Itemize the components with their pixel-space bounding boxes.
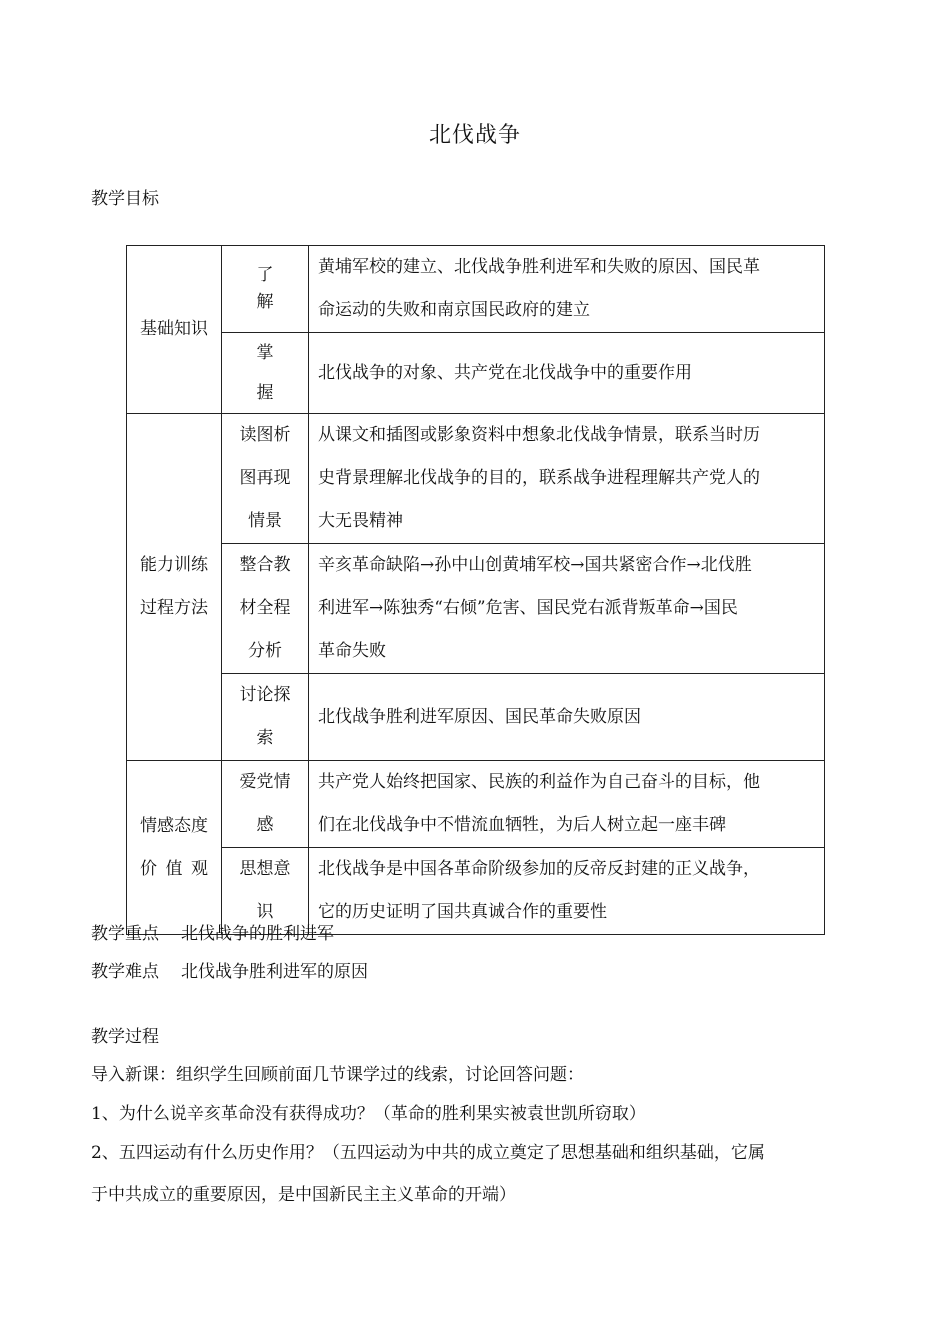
subcategory-line: 图再现 bbox=[239, 468, 291, 488]
subcategory-cell bbox=[222, 414, 309, 544]
subcategory-line: 解 bbox=[256, 292, 274, 312]
process-heading: 教学过程 bbox=[91, 1027, 159, 1047]
subcategory-line: 识 bbox=[256, 902, 274, 922]
content-line: 北伐战争是中国各革命阶级参加的反帝反封建的正义战争， bbox=[318, 859, 760, 879]
subcategory-line: 思想意 bbox=[239, 859, 291, 879]
subcategory-line: 了 bbox=[256, 265, 274, 285]
content-cell bbox=[309, 544, 825, 674]
content-line: 们在北伐战争中不惜流血牺牲，为后人树立起一座丰碑 bbox=[318, 815, 726, 835]
content-cell bbox=[309, 333, 825, 414]
category-label: 情感态度 bbox=[140, 815, 208, 836]
content-line: 黄埔军校的建立、北伐战争胜利进军和失败的原因、国民革 bbox=[318, 257, 760, 277]
content-line: 命运动的失败和南京国民政府的建立 bbox=[318, 300, 590, 320]
subcategory-line: 整合教 bbox=[239, 555, 291, 575]
subcategory-cell bbox=[222, 544, 309, 674]
category-label: 价值观 bbox=[140, 858, 217, 879]
content-line: 辛亥革命缺陷→孙中山创黄埔军校→国共紧密合作→北伐胜 bbox=[318, 555, 752, 575]
subcategory-line: 材全程 bbox=[239, 598, 291, 618]
content-cell bbox=[309, 761, 825, 848]
difficulty-text: 北伐战争胜利进军的原因 bbox=[181, 962, 368, 982]
content-line: 利进军→陈独秀“右倾”危害、国民党右派背叛革命→国民 bbox=[318, 598, 738, 618]
question-2-line-1: 2、五四运动有什么历史作用？（五四运动为中共的成立奠定了思想基础和组织基础，它属 bbox=[91, 1143, 765, 1163]
content-line: 从课文和插图或影象资料中想象北伐战争情景，联系当时历 bbox=[318, 425, 760, 445]
key-point bbox=[91, 922, 334, 946]
difficulty bbox=[91, 960, 368, 984]
key-point-label: 教学重点 bbox=[91, 924, 159, 944]
content-cell bbox=[309, 414, 825, 544]
category-label: 能力训练 bbox=[140, 555, 208, 575]
subcategory-line: 爱党情 bbox=[239, 772, 291, 792]
content-line: 它的历史证明了国共真诚合作的重要性 bbox=[318, 902, 607, 922]
goals-heading: 教学目标 bbox=[91, 189, 159, 209]
category-cell bbox=[127, 246, 222, 414]
key-point-text: 北伐战争的胜利进军 bbox=[181, 924, 334, 944]
subcategory-line: 索 bbox=[256, 728, 274, 748]
content-line: 大无畏精神 bbox=[318, 511, 403, 531]
subcategory-line: 读图析 bbox=[239, 425, 291, 445]
content-line: 北伐战争的对象、共产党在北伐战争中的重要作用 bbox=[318, 362, 692, 383]
content-cell bbox=[309, 674, 825, 761]
subcategory-line: 情景 bbox=[248, 511, 282, 531]
content-line: 革命失败 bbox=[318, 641, 386, 661]
category-cell bbox=[127, 761, 222, 935]
subcategory-line: 讨论探 bbox=[239, 685, 291, 705]
subcategory-cell bbox=[222, 246, 309, 333]
subcategory-line: 分析 bbox=[248, 641, 282, 661]
subcategory-line: 掌 bbox=[256, 343, 274, 363]
category-label: 基础知识 bbox=[140, 319, 208, 339]
question-2-line-2: 于中共成立的重要原因，是中国新民主主义革命的开端） bbox=[91, 1185, 516, 1205]
category-cell bbox=[127, 414, 222, 761]
content-cell bbox=[309, 246, 825, 333]
category-label: 过程方法 bbox=[140, 598, 208, 618]
page-title: 北伐战争 bbox=[428, 123, 521, 148]
content-cell bbox=[309, 848, 825, 935]
subcategory-cell bbox=[222, 674, 309, 761]
content-line: 史背景理解北伐战争的目的，联系战争进程理解共产党人的 bbox=[318, 468, 760, 488]
content-line: 共产党人始终把国家、民族的利益作为自己奋斗的目标，他 bbox=[318, 772, 760, 792]
question-1: 1、为什么说辛亥革命没有获得成功？（革命的胜利果实被袁世凯所窃取） bbox=[91, 1104, 646, 1124]
intro-paragraph: 导入新课：组织学生回顾前面几节课学过的线索，讨论回答问题： bbox=[91, 1065, 584, 1085]
subcategory-line: 感 bbox=[256, 815, 274, 835]
difficulty-label: 教学难点 bbox=[91, 962, 159, 982]
subcategory-cell bbox=[222, 761, 309, 848]
content-line: 北伐战争胜利进军原因、国民革命失败原因 bbox=[318, 706, 641, 727]
subcategory-cell bbox=[222, 333, 309, 414]
subcategory-line: 握 bbox=[256, 383, 274, 403]
teaching-goals-table bbox=[126, 245, 825, 935]
